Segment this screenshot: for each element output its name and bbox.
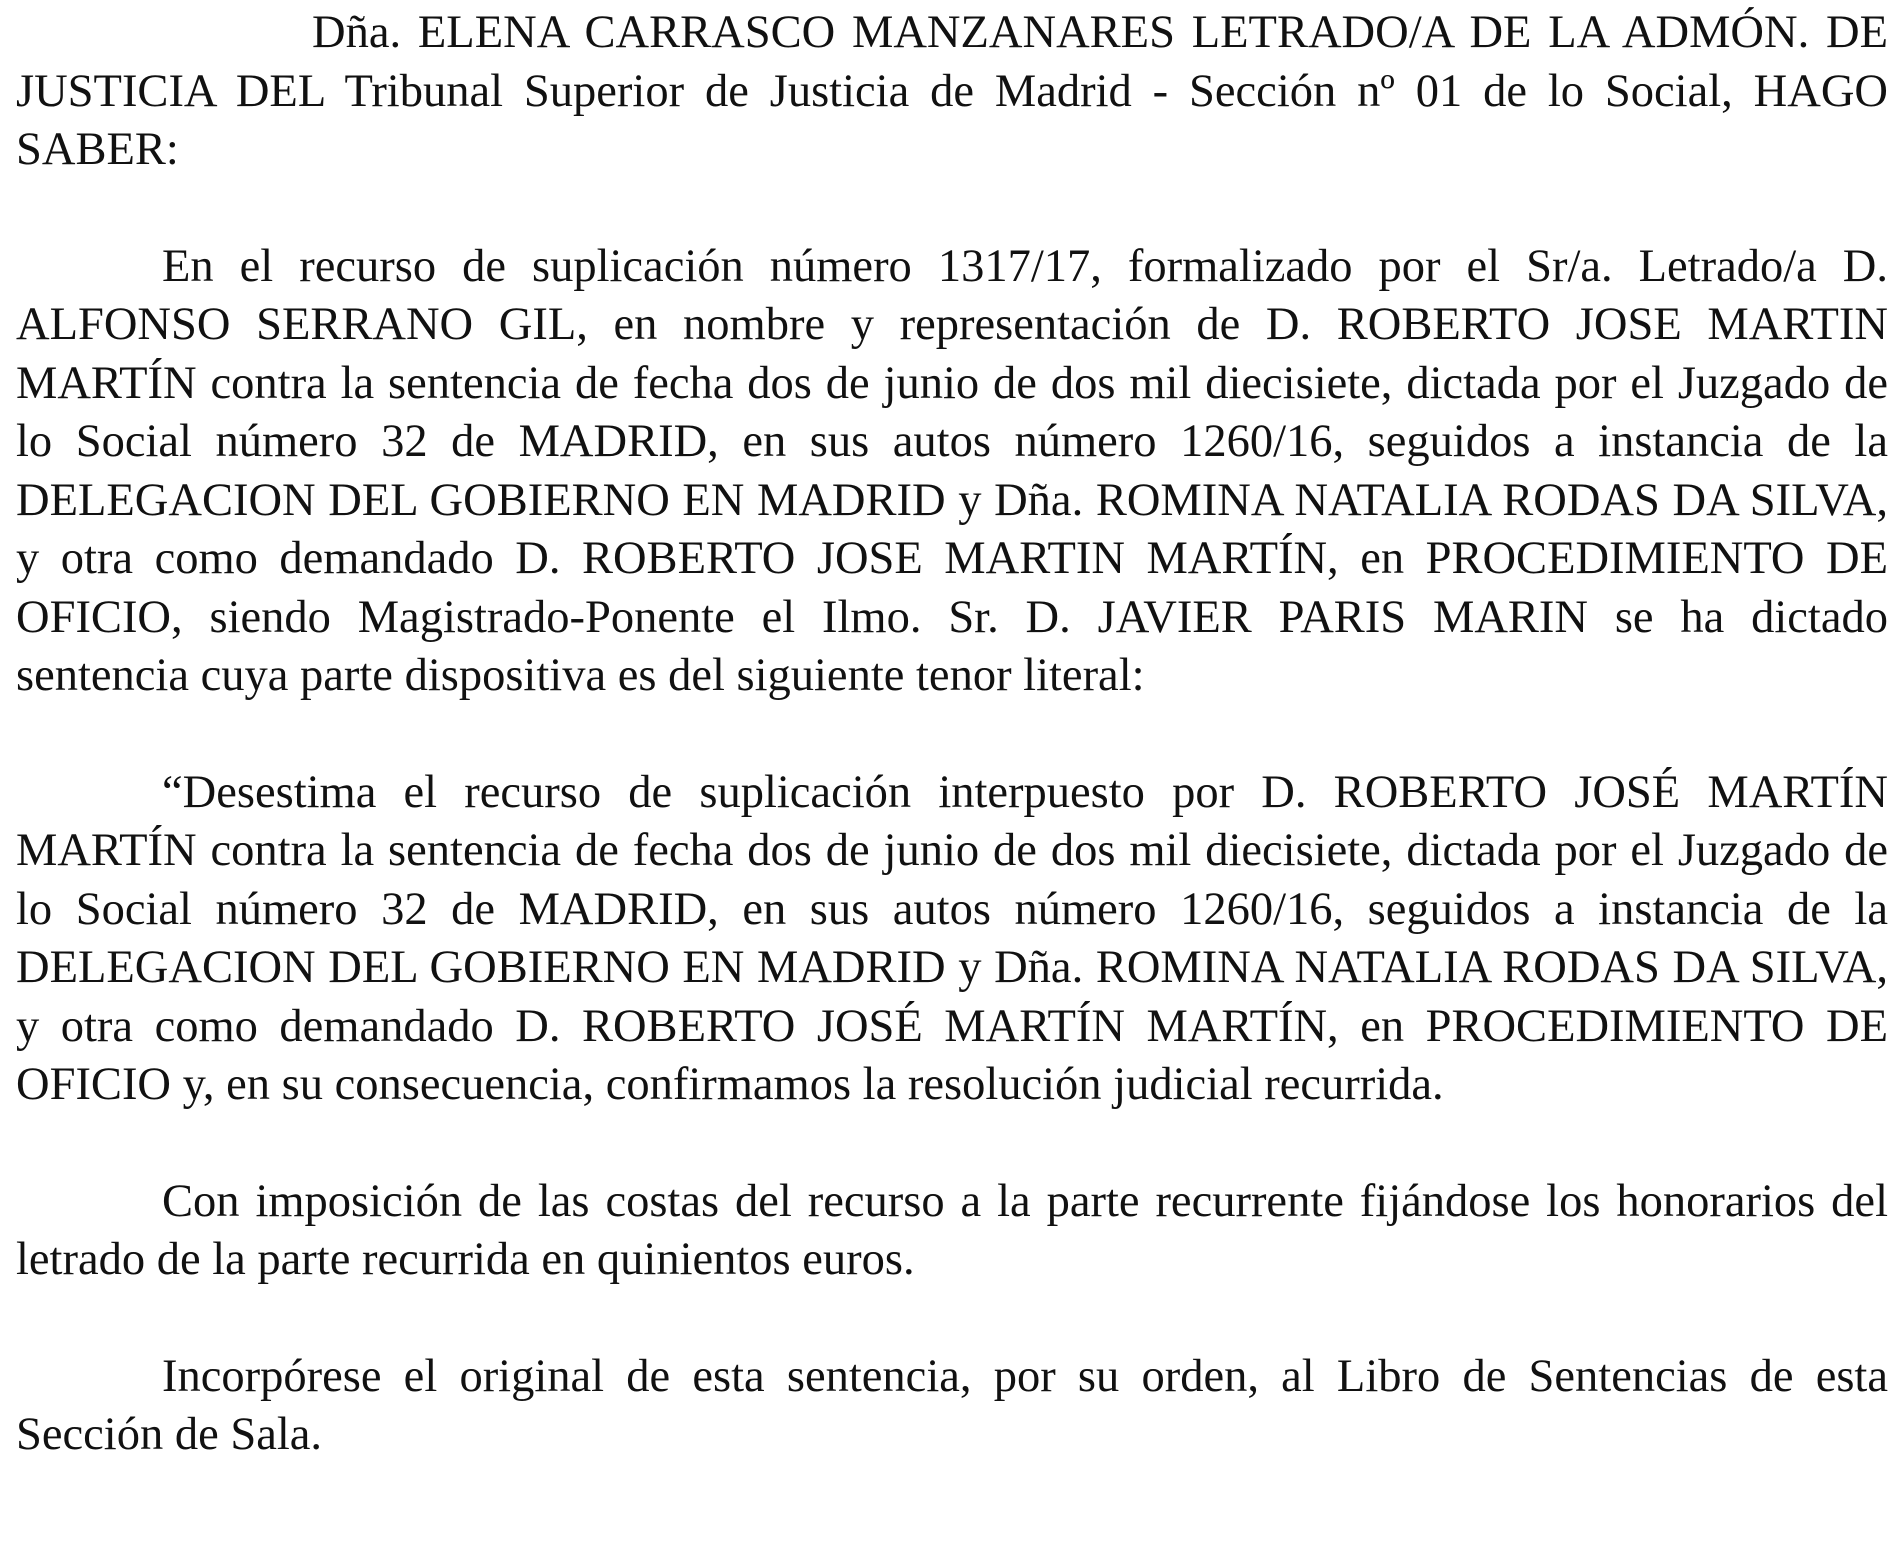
fallo-paragraph: “Desestima el recurso de suplicación interpuesto por D. ROBERTO JOSÉ MARTÍN MARTÍN contra la sentencia de fecha dos de junio de dos mil diecisiete, dictada por el Juzgado de lo Social número 32 de MADRID, en sus autos número 1260/16, seguidos a instancia de la DELEGACION DEL GOBIERNO EN MADRID y Dña. ROMINA NATALIA RODAS DA SILVA, y otra como demandado D. ROBERTO JOSÉ MARTÍN MARTÍN, en PROCEDIMIENTO DE OFICIO y, en su consecuencia, confirmamos la resolución judicial recurrida. [16,766,1888,1110]
costas-paragraph: Con imposición de las costas del recurso a la parte recurrente fijándose los honorarios del letrado de la parte recurrida en quinientos euros. [16,1175,1888,1285]
header-paragraph: Dña. ELENA CARRASCO MANZANARES LETRADO/A DE LA ADMÓN. DE JUSTICIA DEL Tribunal Superior de Justicia de Madrid - Sección nº 01 de lo Social, HAGO SABER: [16,7,1888,175]
recurso-paragraph: En el recurso de suplicación número 1317/17, formalizado por el Sr/a. Letrado/a D. ALFONSO SERRANO GIL, en nombre y representación de D. ROBERTO JOSE MARTIN MARTÍN contra la sentencia de fecha dos de junio de dos mil diecisiete, dictada por el Juzgado de lo Social número 32 de MADRID, en sus autos número 1260/16, seguidos a instancia de la DELEGACION DEL GOBIERNO EN MADRID y Dña. ROMINA NATALIA RODAS DA SILVA, y otra como demandado D. ROBERTO JOSE MARTIN MARTÍN, en PROCEDIMIENTO DE OFICIO, siendo Magistrado-Ponente el Ilmo. Sr. D. JAVIER PARIS MARIN se ha dictado sentencia cuya parte dispositiva es del siguiente tenor literal: [16,240,1888,701]
incorporacion-paragraph: Incorpórese el original de esta sentencia, por su orden, al Libro de Sentencias de esta Sección de Sala. [16,1350,1888,1460]
document-body [16,4,1888,1465]
